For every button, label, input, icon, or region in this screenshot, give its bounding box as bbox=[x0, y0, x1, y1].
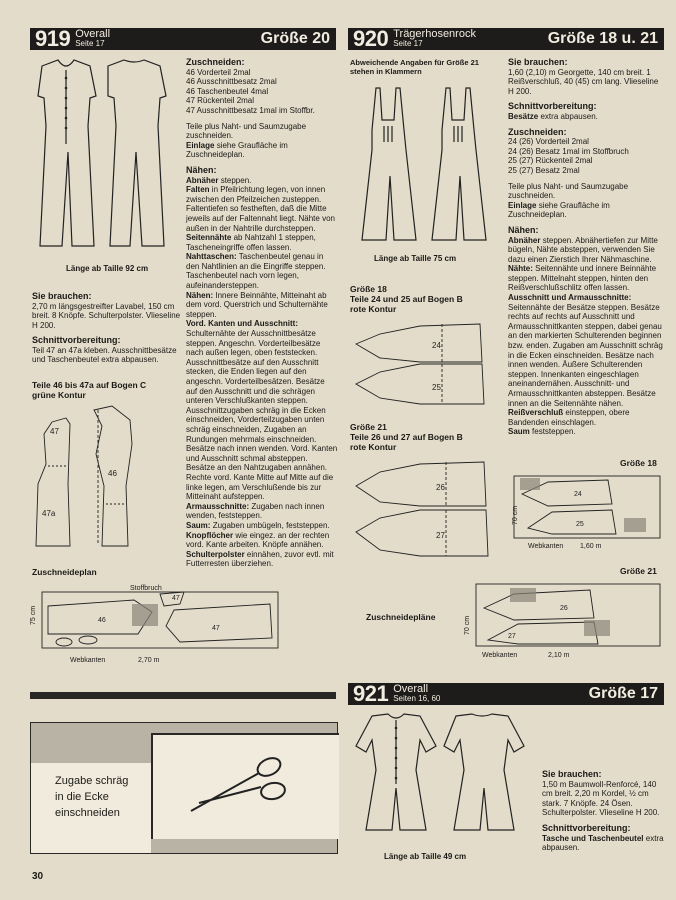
needs-heading: Sie brauchen: bbox=[508, 57, 568, 67]
g21-parts: Teile 26 und 27 auf Bogen B bbox=[350, 432, 463, 442]
g18-heading bbox=[350, 284, 500, 314]
needs-block bbox=[32, 292, 182, 330]
tip-line: Zugabe schräg bbox=[55, 775, 129, 787]
piece-25: 25 bbox=[432, 383, 441, 392]
plan-heading-919: Zuschneideplan bbox=[32, 567, 97, 577]
subtitle-text: Seiten 16, 60 bbox=[393, 694, 441, 703]
overall-921-drawing bbox=[350, 710, 530, 850]
cut-line: 47 Ausschnittbesatz 1mal im Stoffbr. bbox=[186, 105, 315, 115]
plan-selvage: Webkanten bbox=[70, 657, 106, 664]
piece-47a: 47a bbox=[42, 509, 56, 518]
tip-line: einschneiden bbox=[55, 807, 120, 819]
sew-step-text: Schulternähte der Ausschnittbesätze steppen. Angeschn. Vorderteilbesätze nach außen legen, oben feststecken. Ausschnittbesätze auf den Ausschnitt stecken, die Enden liegen auf den angeschn. Vorderteilbesätzen. Besätze auf den Ausschnitt und die schrägen unteren Verschlußkanten steppen. Ausschnittzugaben schräg in die Ecken einschneiden, Vorderteilzugaben unten schräg einschneiden, Zugaben an Rundungen mehrmals einschneiden. Besätze nach innen wenden. Vord. Kanten und Ausschnitt schmal absteppen. Besätze an den Nahtzugaben annähen. Rechte vord. Kante Mitte auf Mitte auf die linke legen, am Verschlußende bis zur Mitteinaht aufsteppen. bbox=[186, 329, 338, 502]
needs-block-920 bbox=[508, 58, 664, 437]
piece-27: 27 bbox=[436, 531, 445, 540]
sew-step bbox=[186, 291, 338, 320]
sew-step-text: in Pfeilrichtung legen, von innen zwischen den Pfeilzeichen zusteppen. Faltentiefen so festheften, daß die Mitte jeweils auf der Faltennaht liegt. Nähte von außen in der Nahtrille durchsteppen. bbox=[186, 185, 335, 233]
sew-step-text: Zugaben nach innen wenden, feststeppen. bbox=[186, 501, 325, 521]
sew-step-label: Knopflöcher bbox=[186, 530, 234, 540]
plan-length: 2,70 m bbox=[138, 657, 160, 664]
plan21-piece-26: 26 bbox=[560, 605, 568, 612]
cut-line: 46 Ausschnittbesatz 2mal bbox=[186, 77, 277, 87]
overall-919-drawing bbox=[30, 56, 180, 256]
size-label: Größe 17 bbox=[588, 685, 658, 702]
prep-text: extra abpausen. bbox=[540, 111, 598, 121]
prep-line bbox=[508, 112, 664, 122]
title-text: Overall bbox=[75, 28, 111, 40]
einlage-line bbox=[186, 141, 338, 160]
cut-line: 24 (26) Besatz 1mal im Stoffbruch bbox=[508, 146, 629, 156]
pattern-title bbox=[393, 684, 440, 704]
plan-piece-47: 47 bbox=[212, 625, 220, 632]
size-label: Größe 18 u. 21 bbox=[547, 30, 658, 47]
cut-heading: Zuschneiden: bbox=[186, 57, 245, 67]
sew-step bbox=[186, 550, 338, 569]
plan-fold-label: Stoffbruch bbox=[130, 585, 162, 592]
cut-line: 46 Taschenbeutel 4mal bbox=[186, 86, 269, 96]
sew-step bbox=[508, 236, 664, 265]
pattern-number: 921 bbox=[353, 681, 389, 706]
sew-step-label: Nähen: bbox=[186, 290, 214, 300]
divider-bar bbox=[30, 692, 336, 699]
extra-text: Teile plus Naht- und Saumzugabe zuschneiden. bbox=[186, 121, 307, 141]
cut-block-919 bbox=[186, 58, 338, 569]
pattern-title bbox=[393, 29, 476, 49]
plan18-piece-24: 24 bbox=[574, 491, 582, 498]
length-caption: Länge ab Taille 92 cm bbox=[66, 264, 149, 273]
header-920 bbox=[348, 28, 664, 50]
sew-step-label: Saum: bbox=[186, 520, 211, 530]
needs-text: 1,60 (2,10) m Georgette, 140 cm breit. 1 Reißverschluß, 40 (45) cm lang. Vlieseline H 200. bbox=[508, 67, 659, 96]
needs-heading: Sie brauchen: bbox=[542, 769, 602, 779]
sew-step bbox=[508, 408, 664, 427]
sew-step-label: Nähte: bbox=[508, 264, 533, 274]
sew-step-label: Schulterpolster bbox=[186, 549, 245, 559]
sew-step-text: Seitennähte der Besätze steppen. Besätze rechts auf rechts auf Ausschnitt und Armausschnittkanten steppen, dabei genau an den markierten Schulterenden beginnen bzw. enden. Zugaben am Ausschnitt schräg in die Ecken einschneiden. Besätze nach innen wenden. Äußere Schulterenden steppen. Innenkanten eingeschlagen aneinandernähen. Ausschnitt- und Armausschnittkanten absteppen. Besätze innen an die Seitennähte nähen. bbox=[508, 302, 663, 408]
sew-step-text: feststeppen. bbox=[532, 427, 576, 437]
piece-26: 26 bbox=[436, 483, 445, 492]
sew-step-text: Taschenbeutel genau in den Nahtlinien an die Eingriffe steppen. Taschenbeutel nach vorn legen, aufeinandersteppen. bbox=[186, 252, 326, 291]
sew-step-text: ab Nahtzahl 1 steppen, Tascheneingriffe offen lassen. bbox=[186, 233, 316, 252]
size-note: Abweichende Angaben für Größe 21 stehen in Klammern bbox=[350, 58, 479, 76]
title-text: Trägerhosenrock bbox=[393, 28, 476, 40]
plan-width: 70 cm bbox=[512, 505, 520, 526]
needs-block-921 bbox=[542, 770, 664, 853]
prep-line bbox=[542, 834, 664, 853]
plan-width: 70 cm bbox=[464, 615, 472, 636]
prep-text: extra abpausen. bbox=[542, 833, 664, 853]
einlage-label: Einlage bbox=[508, 200, 537, 210]
sew-step bbox=[186, 233, 338, 252]
piece-47: 47 bbox=[50, 427, 59, 436]
sew-step-text: einnähen, zuvor evtl. mit Futterresten überziehen. bbox=[186, 549, 334, 569]
piece-46: 46 bbox=[108, 469, 117, 478]
einlage-text: siehe Graufläche im Zuschneideplan. bbox=[508, 200, 610, 220]
pattern-number: 920 bbox=[353, 26, 389, 51]
sew-step-label: Ausschnitt und Armausschnitte: bbox=[508, 293, 632, 303]
needs-heading: Sie brauchen: bbox=[32, 291, 92, 301]
einlage-label: Einlage bbox=[186, 140, 215, 150]
g18-parts: Teile 24 und 25 auf Bogen B bbox=[350, 294, 463, 304]
extra-text: Teile plus Naht- und Saumzugabe zuschneiden. bbox=[508, 181, 629, 201]
g18-kontur: rote Kontur bbox=[350, 304, 397, 314]
size-label: Größe 20 bbox=[260, 30, 330, 47]
prep-label: Tasche und Taschenbeutel bbox=[542, 833, 644, 843]
subtitle-text: Seite 17 bbox=[75, 39, 105, 48]
plan18-piece-25: 25 bbox=[576, 521, 584, 528]
plan-piece-46: 46 bbox=[98, 617, 106, 624]
prep-heading: Schnittvorbereitung: bbox=[32, 335, 121, 345]
sew-step-label: Abnäher bbox=[508, 235, 541, 245]
sew-step bbox=[508, 293, 664, 408]
tip-line: in die Ecke bbox=[55, 791, 109, 803]
g21-kontur: rote Kontur bbox=[350, 442, 397, 452]
plan21-length: 2,10 m bbox=[548, 652, 570, 659]
parts-heading: Teile 46 bis 47a auf Bogen C grüne Kontur bbox=[32, 380, 147, 400]
needs-text: 2,70 m längsgestreifter Lavabel, 150 cm breit. 8 Knöpfe. Schulterpolster. Vlieseline H 200. bbox=[32, 301, 181, 330]
header-919 bbox=[30, 28, 336, 50]
plan-width: 75 cm bbox=[30, 605, 38, 626]
cut-heading: Zuschneiden: bbox=[508, 126, 567, 137]
cutting-plan-919 bbox=[34, 582, 284, 662]
length-caption: Länge ab Taille 49 cm bbox=[384, 852, 467, 861]
trousers-skirt-920-drawing bbox=[350, 80, 500, 250]
sew-step-text: steppen. bbox=[220, 175, 252, 185]
cut-line: 25 (27) Rückenteil 2mal bbox=[508, 156, 593, 166]
sew-step bbox=[186, 185, 338, 233]
einlage-text: siehe Graufläche im Zuschneideplan. bbox=[186, 140, 288, 160]
plan-selvage: Webkanten bbox=[528, 543, 564, 550]
einlage-line bbox=[508, 201, 664, 220]
sew-step-label: Saum bbox=[508, 427, 530, 437]
sew-step-text: Seitennähte und innere Beinnähte steppen. Mittelnaht steppen, hinten den Reißverschlußschlitz offen lassen. bbox=[508, 264, 657, 293]
sew-step bbox=[508, 427, 664, 437]
plan21-heading: Größe 21 bbox=[620, 566, 657, 576]
g18-size: Größe 18 bbox=[350, 284, 387, 294]
sew-step bbox=[186, 252, 338, 290]
sew-step-label: Vord. Kanten und Ausschnitt: bbox=[186, 319, 298, 329]
sew-step-label: Armausschnitte: bbox=[186, 501, 250, 511]
cut-line: 47 Rückenteil 2mal bbox=[186, 96, 255, 106]
sew-step-label: Reißverschluß bbox=[508, 408, 564, 418]
sew-step bbox=[186, 521, 338, 531]
sew-step-text: Zugaben umbügeln, feststeppen. bbox=[212, 520, 330, 530]
subtitle-text: Seite 17 bbox=[393, 39, 423, 48]
cut-line: 25 (27) Besatz 2mal bbox=[508, 165, 580, 175]
scissors-icon bbox=[181, 751, 291, 821]
prep-heading: Schnittvorbereitung: bbox=[508, 101, 597, 112]
pattern-pieces-920-21 bbox=[350, 456, 500, 566]
sew-step bbox=[186, 176, 338, 186]
plan18-length: 1,60 m bbox=[580, 543, 602, 550]
plan18-heading: Größe 18 bbox=[620, 458, 657, 468]
cutting-plan-920-21 bbox=[470, 578, 664, 658]
cut-line: 46 Vorderteil 2mal bbox=[186, 67, 251, 77]
length-caption: Länge ab Taille 75 cm bbox=[374, 254, 457, 263]
pattern-title bbox=[75, 29, 110, 49]
prep-text: Teil 47 an 47a kleben. Ausschnittbesätze und Taschenbeutel extra abpausen. bbox=[32, 345, 177, 365]
tip-box bbox=[30, 722, 338, 854]
plan21-piece-27: 27 bbox=[508, 633, 516, 640]
sew-step-label: Nahttaschen: bbox=[186, 252, 237, 262]
cut-line: 24 (26) Vorderteil 2mal bbox=[508, 137, 589, 147]
sew-step-label: Falten bbox=[186, 185, 210, 195]
sew-step bbox=[508, 264, 664, 293]
sew-step-text: steppen. Abnähertiefen zur Mitte bügeln, Nähte absteppen, verwenden Sie dazu einen Zierstich Ihrer Nähmaschine. bbox=[508, 235, 658, 264]
pattern-number: 919 bbox=[35, 26, 71, 51]
sew-step-text: wie eingez. an der rechten vord. Kante arbeiten. Knöpfe annähen. bbox=[186, 530, 330, 550]
sew-step-label: Seitennähte bbox=[186, 233, 232, 243]
sew-step bbox=[186, 502, 338, 521]
g21-heading bbox=[350, 422, 500, 452]
g21-size: Größe 21 bbox=[350, 422, 387, 432]
prep-label: Besätze bbox=[508, 111, 539, 121]
tip-text bbox=[55, 773, 128, 821]
pattern-pieces-919 bbox=[32, 404, 182, 554]
piece-24: 24 bbox=[432, 341, 441, 350]
title-text: Overall bbox=[393, 683, 429, 695]
needs-text: 1,50 m Baumwoll-Renforcé, 140 cm breit. 2,20 m Kordel, ½ cm stark. 7 Knöpfe. 24 Ösen. Schulterpolster. Vlieseline H 200. bbox=[542, 779, 660, 818]
sew-step bbox=[186, 531, 338, 550]
pattern-pieces-920-18 bbox=[350, 318, 500, 414]
prep-heading: Schnittvorbereitung: bbox=[542, 822, 631, 833]
prep-block bbox=[32, 336, 182, 365]
plans-heading: Zuschneidepläne bbox=[366, 612, 436, 622]
sew-step-label: Abnäher bbox=[186, 175, 219, 185]
sew-heading: Nähen: bbox=[508, 224, 539, 235]
cutting-plan-920-18 bbox=[508, 470, 664, 550]
header-921 bbox=[348, 683, 664, 705]
sew-heading: Nähen: bbox=[186, 164, 217, 175]
page-number: 30 bbox=[32, 871, 44, 882]
sew-step bbox=[186, 319, 338, 501]
plan-piece-47-small: 47 bbox=[172, 595, 180, 602]
sew-step-text: Innere Beinnähte, Mitteinaht ab dem vord. Querstrich und Schulternähte steppen. bbox=[186, 290, 328, 319]
sew-step-text: einsteppen, obere Bandenden einschlagen. bbox=[508, 408, 630, 427]
plan-selvage: Webkanten bbox=[482, 652, 518, 659]
